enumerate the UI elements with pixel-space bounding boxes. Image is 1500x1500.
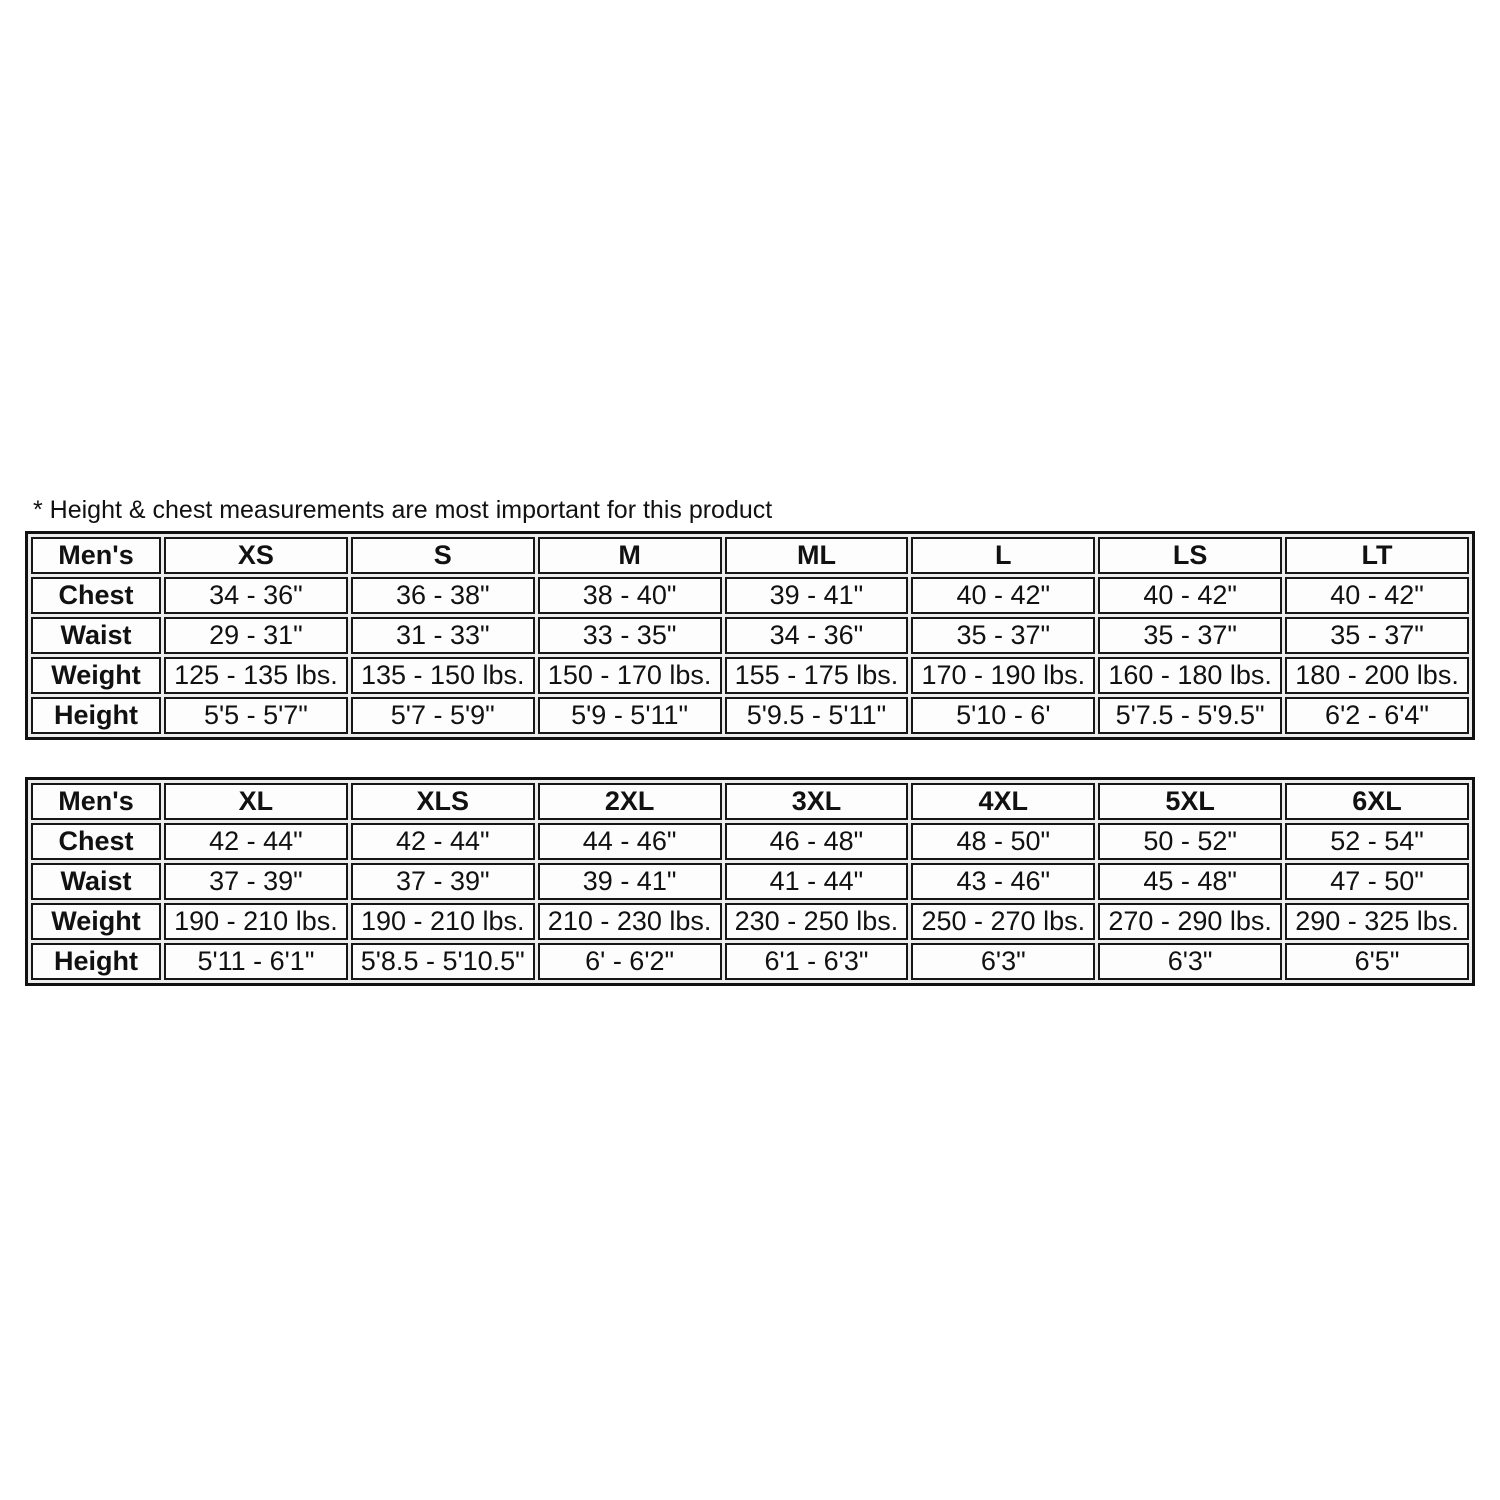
size-header-cell: L bbox=[911, 537, 1095, 574]
table-corner-label: Men's bbox=[31, 783, 161, 820]
value-cell: 34 - 36" bbox=[164, 577, 348, 614]
value-cell: 190 - 210 lbs. bbox=[164, 903, 348, 940]
value-cell: 37 - 39" bbox=[351, 863, 535, 900]
value-cell: 155 - 175 lbs. bbox=[725, 657, 909, 694]
value-cell: 37 - 39" bbox=[164, 863, 348, 900]
value-cell: 39 - 41" bbox=[725, 577, 909, 614]
value-cell: 125 - 135 lbs. bbox=[164, 657, 348, 694]
value-cell: 180 - 200 lbs. bbox=[1285, 657, 1469, 694]
table-row bbox=[31, 943, 1469, 980]
table-row bbox=[31, 903, 1469, 940]
value-cell: 35 - 37" bbox=[1098, 617, 1282, 654]
value-cell: 45 - 48" bbox=[1098, 863, 1282, 900]
value-cell: 6' - 6'2" bbox=[538, 943, 722, 980]
value-cell: 150 - 170 lbs. bbox=[538, 657, 722, 694]
value-cell: 5'10 - 6' bbox=[911, 697, 1095, 734]
value-cell: 190 - 210 lbs. bbox=[351, 903, 535, 940]
size-header-cell: XS bbox=[164, 537, 348, 574]
value-cell: 290 - 325 lbs. bbox=[1285, 903, 1469, 940]
value-cell: 6'3" bbox=[1098, 943, 1282, 980]
table-row bbox=[31, 697, 1469, 734]
value-cell: 36 - 38" bbox=[351, 577, 535, 614]
size-header-cell: 4XL bbox=[911, 783, 1095, 820]
size-header-cell: LS bbox=[1098, 537, 1282, 574]
value-cell: 40 - 42" bbox=[1285, 577, 1469, 614]
header-row bbox=[31, 537, 1469, 574]
value-cell: 31 - 33" bbox=[351, 617, 535, 654]
size-header-cell: S bbox=[351, 537, 535, 574]
size-header-cell: 5XL bbox=[1098, 783, 1282, 820]
table-row bbox=[31, 657, 1469, 694]
size-header-cell: 6XL bbox=[1285, 783, 1469, 820]
value-cell: 50 - 52" bbox=[1098, 823, 1282, 860]
value-cell: 5'7.5 - 5'9.5" bbox=[1098, 697, 1282, 734]
value-cell: 48 - 50" bbox=[911, 823, 1095, 860]
measurement-note: * Height & chest measurements are most important for this product bbox=[33, 496, 773, 524]
value-cell: 35 - 37" bbox=[911, 617, 1095, 654]
value-cell: 160 - 180 lbs. bbox=[1098, 657, 1282, 694]
value-cell: 5'7 - 5'9" bbox=[351, 697, 535, 734]
value-cell: 5'8.5 - 5'10.5" bbox=[351, 943, 535, 980]
value-cell: 40 - 42" bbox=[911, 577, 1095, 614]
value-cell: 5'11 - 6'1" bbox=[164, 943, 348, 980]
header-row bbox=[31, 783, 1469, 820]
value-cell: 43 - 46" bbox=[911, 863, 1095, 900]
value-cell: 170 - 190 lbs. bbox=[911, 657, 1095, 694]
value-cell: 42 - 44" bbox=[164, 823, 348, 860]
size-header-cell: 3XL bbox=[725, 783, 909, 820]
value-cell: 39 - 41" bbox=[538, 863, 722, 900]
value-cell: 34 - 36" bbox=[725, 617, 909, 654]
row-label: Chest bbox=[31, 577, 161, 614]
size-header-cell: XL bbox=[164, 783, 348, 820]
value-cell: 6'5" bbox=[1285, 943, 1469, 980]
value-cell: 29 - 31" bbox=[164, 617, 348, 654]
value-cell: 47 - 50" bbox=[1285, 863, 1469, 900]
value-cell: 6'2 - 6'4" bbox=[1285, 697, 1469, 734]
value-cell: 44 - 46" bbox=[538, 823, 722, 860]
size-table-extended bbox=[25, 777, 1475, 986]
value-cell: 33 - 35" bbox=[538, 617, 722, 654]
table-row bbox=[31, 863, 1469, 900]
row-label: Waist bbox=[31, 863, 161, 900]
value-cell: 42 - 44" bbox=[351, 823, 535, 860]
value-cell: 5'5 - 5'7" bbox=[164, 697, 348, 734]
value-cell: 35 - 37" bbox=[1285, 617, 1469, 654]
size-header-cell: 2XL bbox=[538, 783, 722, 820]
value-cell: 6'3" bbox=[911, 943, 1095, 980]
size-header-cell: LT bbox=[1285, 537, 1469, 574]
value-cell: 5'9 - 5'11" bbox=[538, 697, 722, 734]
value-cell: 230 - 250 lbs. bbox=[725, 903, 909, 940]
value-cell: 6'1 - 6'3" bbox=[725, 943, 909, 980]
value-cell: 40 - 42" bbox=[1098, 577, 1282, 614]
table-corner-label: Men's bbox=[31, 537, 161, 574]
table-row bbox=[31, 577, 1469, 614]
value-cell: 135 - 150 lbs. bbox=[351, 657, 535, 694]
size-table-regular bbox=[25, 531, 1475, 740]
row-label: Weight bbox=[31, 657, 161, 694]
value-cell: 210 - 230 lbs. bbox=[538, 903, 722, 940]
size-header-cell: M bbox=[538, 537, 722, 574]
value-cell: 41 - 44" bbox=[725, 863, 909, 900]
size-header-cell: ML bbox=[725, 537, 909, 574]
table-row bbox=[31, 617, 1469, 654]
value-cell: 250 - 270 lbs. bbox=[911, 903, 1095, 940]
value-cell: 38 - 40" bbox=[538, 577, 722, 614]
row-label: Waist bbox=[31, 617, 161, 654]
size-header-cell: XLS bbox=[351, 783, 535, 820]
row-label: Chest bbox=[31, 823, 161, 860]
row-label: Height bbox=[31, 697, 161, 734]
table-row bbox=[31, 823, 1469, 860]
value-cell: 270 - 290 lbs. bbox=[1098, 903, 1282, 940]
value-cell: 46 - 48" bbox=[725, 823, 909, 860]
value-cell: 52 - 54" bbox=[1285, 823, 1469, 860]
row-label: Height bbox=[31, 943, 161, 980]
value-cell: 5'9.5 - 5'11" bbox=[725, 697, 909, 734]
row-label: Weight bbox=[31, 903, 161, 940]
